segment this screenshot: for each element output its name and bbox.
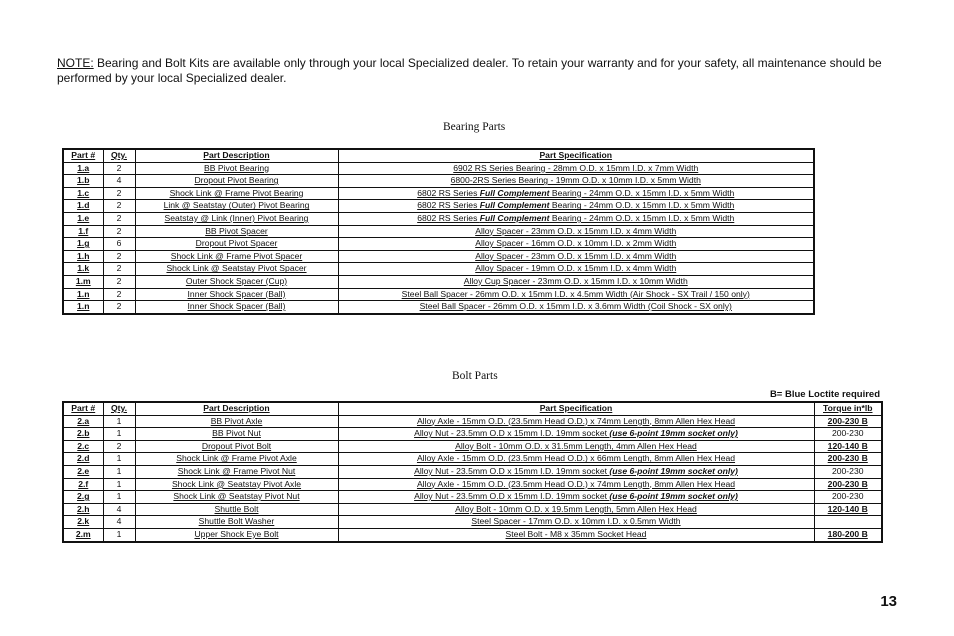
header-part-number: Part # [63,149,103,162]
part-number-cell: 2.b [63,428,103,441]
part-number-cell: 1.n [63,288,103,301]
bearing-header-row [63,149,814,162]
table-row [63,301,814,314]
part-description-cell: Shuttle Bolt Washer [135,516,338,529]
torque-cell: 200-230 B [814,415,882,428]
torque-cell: 200-230 B [814,453,882,466]
part-description-cell: Dropout Pivot Bolt [135,440,338,453]
spec-text: (use 6-point 19mm socket only) [609,465,738,476]
part-description-cell: Inner Shock Spacer (Ball) [135,288,338,301]
part-number-cell: 2.g [63,491,103,504]
part-number-cell: 2.k [63,516,103,529]
qty-cell: 2 [103,200,135,213]
table-row [63,275,814,288]
spec-text: Full Complement [479,187,550,198]
part-number-cell: 1.k [63,263,103,276]
part-description-cell: Inner Shock Spacer (Ball) [135,301,338,314]
part-specification-cell [338,288,814,301]
bolt-parts-table [62,401,883,543]
part-specification-cell [338,238,814,251]
part-specification-cell [338,200,814,213]
table-row [63,200,814,213]
qty-cell: 2 [103,275,135,288]
spec-text: Full Complement [479,200,550,211]
torque-cell: 200-230 [814,491,882,504]
spec-text: Alloy Axle - 15mm O.D. (23.5mm Head O.D.) x 74mm Length, 8mm Allen Hex Head [416,415,736,426]
spec-text: Steel Ball Spacer - 26mm O.D. x 15mm I.D. x 3.6mm Width (Coil Shock - SX only) [419,301,732,312]
spec-text: Alloy Axle - 15mm O.D. (23.5mm Head O.D.) x 66mm Length, 8mm Allen Hex Head [416,453,736,464]
spec-text: 6802 RS Series [417,212,480,223]
torque-cell: 200-230 [814,465,882,478]
spec-text: Alloy Bolt - 10mm O.D. x 19.5mm Length, 5mm Allen Hex Head [455,503,697,514]
note-text: Bearing and Bolt Kits are available only through your local Specialized dealer. To retain your warranty and for your safety, all maintenance should be performed by your local Specialized dealer. [57,56,882,85]
part-description-cell: Shock Link @ Seatstay Pivot Nut [135,491,338,504]
spec-text: Alloy Spacer - 16mm O.D. x 10mm I.D. x 2mm Width [475,238,677,249]
table-row [63,288,814,301]
part-description-cell: Dropout Pivot Bearing [135,175,338,188]
torque-cell: 200-230 B [814,478,882,491]
part-description-cell: Shock Link @ Frame Pivot Nut [135,465,338,478]
table-row [63,516,882,529]
part-number-cell: 2.m [63,528,103,541]
table-row [63,212,814,225]
part-number-cell: 1.e [63,212,103,225]
part-specification-cell [338,187,814,200]
torque-cell: 120-140 B [814,503,882,516]
header-qty: Qty. [103,402,135,415]
part-number-cell: 2.e [63,465,103,478]
table-row [63,453,882,466]
part-description-cell: Outer Shock Spacer (Cup) [135,275,338,288]
spec-text: Bearing - 24mm O.D. x 15mm I.D. x 5mm Width [549,200,735,211]
part-specification-cell [338,465,814,478]
part-number-cell: 1.h [63,250,103,263]
qty-cell: 2 [103,288,135,301]
part-specification-cell [338,162,814,175]
note-label: NOTE: [57,56,94,70]
table-row [63,528,882,541]
qty-cell: 2 [103,263,135,276]
table-row [63,503,882,516]
spec-text: Steel Bolt - M8 x 35mm Socket Head [505,528,647,539]
part-description-cell: Shock Link @ Seatstay Pivot Axle [135,478,338,491]
bearing-parts-title: Bearing Parts [443,121,506,133]
spec-text: Alloy Spacer - 23mm O.D. x 15mm I.D. x 4mm Width [475,225,677,236]
qty-cell: 1 [103,465,135,478]
qty-cell: 4 [103,516,135,529]
qty-cell: 2 [103,225,135,238]
spec-text: 6800-2RS Series Bearing - 19mm O.D. x 10mm I.D. x 5mm Width [450,175,701,186]
spec-text: Full Complement [479,212,550,223]
table-row [63,440,882,453]
part-specification-cell [338,453,814,466]
qty-cell: 1 [103,453,135,466]
spec-text: 6802 RS Series [417,187,480,198]
part-number-cell: 1.a [63,162,103,175]
qty-cell: 1 [103,491,135,504]
spec-text: Alloy Nut - 23.5mm O.D x 15mm I.D. 19mm socket [414,491,610,502]
bearing-parts-table [62,148,815,315]
table-row [63,238,814,251]
header-part-description: Part Description [135,402,338,415]
qty-cell: 2 [103,212,135,225]
part-specification-cell [338,275,814,288]
spec-text: Steel Ball Spacer - 26mm O.D. x 15mm I.D. x 4.5mm Width (Air Shock - SX Trail / 150 only) [401,288,750,299]
qty-cell: 4 [103,503,135,516]
part-number-cell: 1.n [63,301,103,314]
part-specification-cell [338,478,814,491]
qty-cell: 2 [103,301,135,314]
spec-text: Bearing - 24mm O.D. x 15mm I.D. x 5mm Width [549,212,735,223]
part-number-cell: 2.a [63,415,103,428]
part-description-cell: Seatstay @ Link (Inner) Pivot Bearing [135,212,338,225]
part-description-cell: Dropout Pivot Spacer [135,238,338,251]
part-description-cell: Shock Link @ Frame Pivot Bearing [135,187,338,200]
table-row [63,263,814,276]
table-row [63,415,882,428]
table-row [63,175,814,188]
part-specification-cell [338,440,814,453]
part-number-cell: 1.d [63,200,103,213]
spec-text: Alloy Nut - 23.5mm O.D x 15mm I.D. 19mm socket [414,465,610,476]
torque-cell: 180-200 B [814,528,882,541]
table-row [63,250,814,263]
header-qty: Qty. [103,149,135,162]
header-part-number: Part # [63,402,103,415]
spec-text: (use 6-point 19mm socket only) [609,428,738,439]
part-description-cell: Shock Link @ Frame Pivot Spacer [135,250,338,263]
part-description-cell: BB Pivot Spacer [135,225,338,238]
part-number-cell: 1.g [63,238,103,251]
spec-text: 6902 RS Series Bearing - 28mm O.D. x 15mm I.D. x 7mm Width [453,162,699,173]
part-number-cell: 1.c [63,187,103,200]
spec-text: Alloy Bolt - 10mm O.D. x 31.5mm Length, 4mm Allen Hex Head [455,440,697,451]
part-specification-cell [338,491,814,504]
spec-text: Alloy Spacer - 19mm O.D. x 15mm I.D. x 4mm Width [475,263,677,274]
torque-cell [814,516,882,529]
part-description-cell: BB Pivot Nut [135,428,338,441]
spec-text: (use 6-point 19mm socket only) [609,491,738,502]
spec-text: Alloy Nut - 23.5mm O.D x 15mm I.D. 19mm socket [414,428,610,439]
qty-cell: 1 [103,528,135,541]
maintenance-note [57,56,897,86]
table-row [63,478,882,491]
table-row [63,162,814,175]
part-specification-cell [338,175,814,188]
header-torque: Torque in*lb [814,402,882,415]
spec-text: Alloy Axle - 15mm O.D. (23.5mm Head O.D.) x 74mm Length, 8mm Allen Hex Head [416,478,736,489]
part-number-cell: 1.f [63,225,103,238]
part-description-cell: Shock Link @ Frame Pivot Axle [135,453,338,466]
spec-text: Steel Spacer - 17mm O.D. x 10mm I.D. x 0.5mm Width [471,516,681,527]
part-description-cell: BB Pivot Axle [135,415,338,428]
table-row [63,187,814,200]
table-row [63,225,814,238]
part-description-cell: BB Pivot Bearing [135,162,338,175]
part-number-cell: 2.d [63,453,103,466]
header-part-specification: Part Specification [338,149,814,162]
qty-cell: 6 [103,238,135,251]
header-part-description: Part Description [135,149,338,162]
header-part-specification: Part Specification [338,402,814,415]
part-number-cell: 1.b [63,175,103,188]
spec-text: Alloy Cup Spacer - 23mm O.D. x 15mm I.D. x 10mm Width [463,275,688,286]
part-specification-cell [338,516,814,529]
part-specification-cell [338,212,814,225]
spec-text: 6802 RS Series [417,200,480,211]
part-number-cell: 2.c [63,440,103,453]
spec-text: Bearing - 24mm O.D. x 15mm I.D. x 5mm Width [549,187,735,198]
part-specification-cell [338,301,814,314]
qty-cell: 1 [103,415,135,428]
qty-cell: 2 [103,440,135,453]
part-description-cell: Upper Shock Eye Bolt [135,528,338,541]
table-row [63,465,882,478]
qty-cell: 2 [103,187,135,200]
loctite-legend: B= Blue Loctite required [769,389,880,400]
torque-cell: 120-140 B [814,440,882,453]
qty-cell: 1 [103,478,135,491]
table-row [63,428,882,441]
part-specification-cell [338,428,814,441]
part-specification-cell [338,528,814,541]
table-row [63,491,882,504]
torque-cell: 200-230 [814,428,882,441]
part-specification-cell [338,225,814,238]
part-specification-cell [338,263,814,276]
part-description-cell: Shock Link @ Seatstay Pivot Spacer [135,263,338,276]
qty-cell: 2 [103,250,135,263]
part-number-cell: 1.m [63,275,103,288]
bolt-header-row [63,402,882,415]
part-number-cell: 2.f [63,478,103,491]
part-specification-cell [338,503,814,516]
qty-cell: 2 [103,162,135,175]
part-description-cell: Shuttle Bolt [135,503,338,516]
qty-cell: 4 [103,175,135,188]
bolt-parts-title: Bolt Parts [452,370,498,382]
qty-cell: 1 [103,428,135,441]
part-number-cell: 2.h [63,503,103,516]
page-number: 13 [880,593,897,610]
part-specification-cell [338,250,814,263]
spec-text: Alloy Spacer - 23mm O.D. x 15mm I.D. x 4mm Width [475,250,677,261]
part-description-cell: Link @ Seatstay (Outer) Pivot Bearing [135,200,338,213]
part-specification-cell [338,415,814,428]
